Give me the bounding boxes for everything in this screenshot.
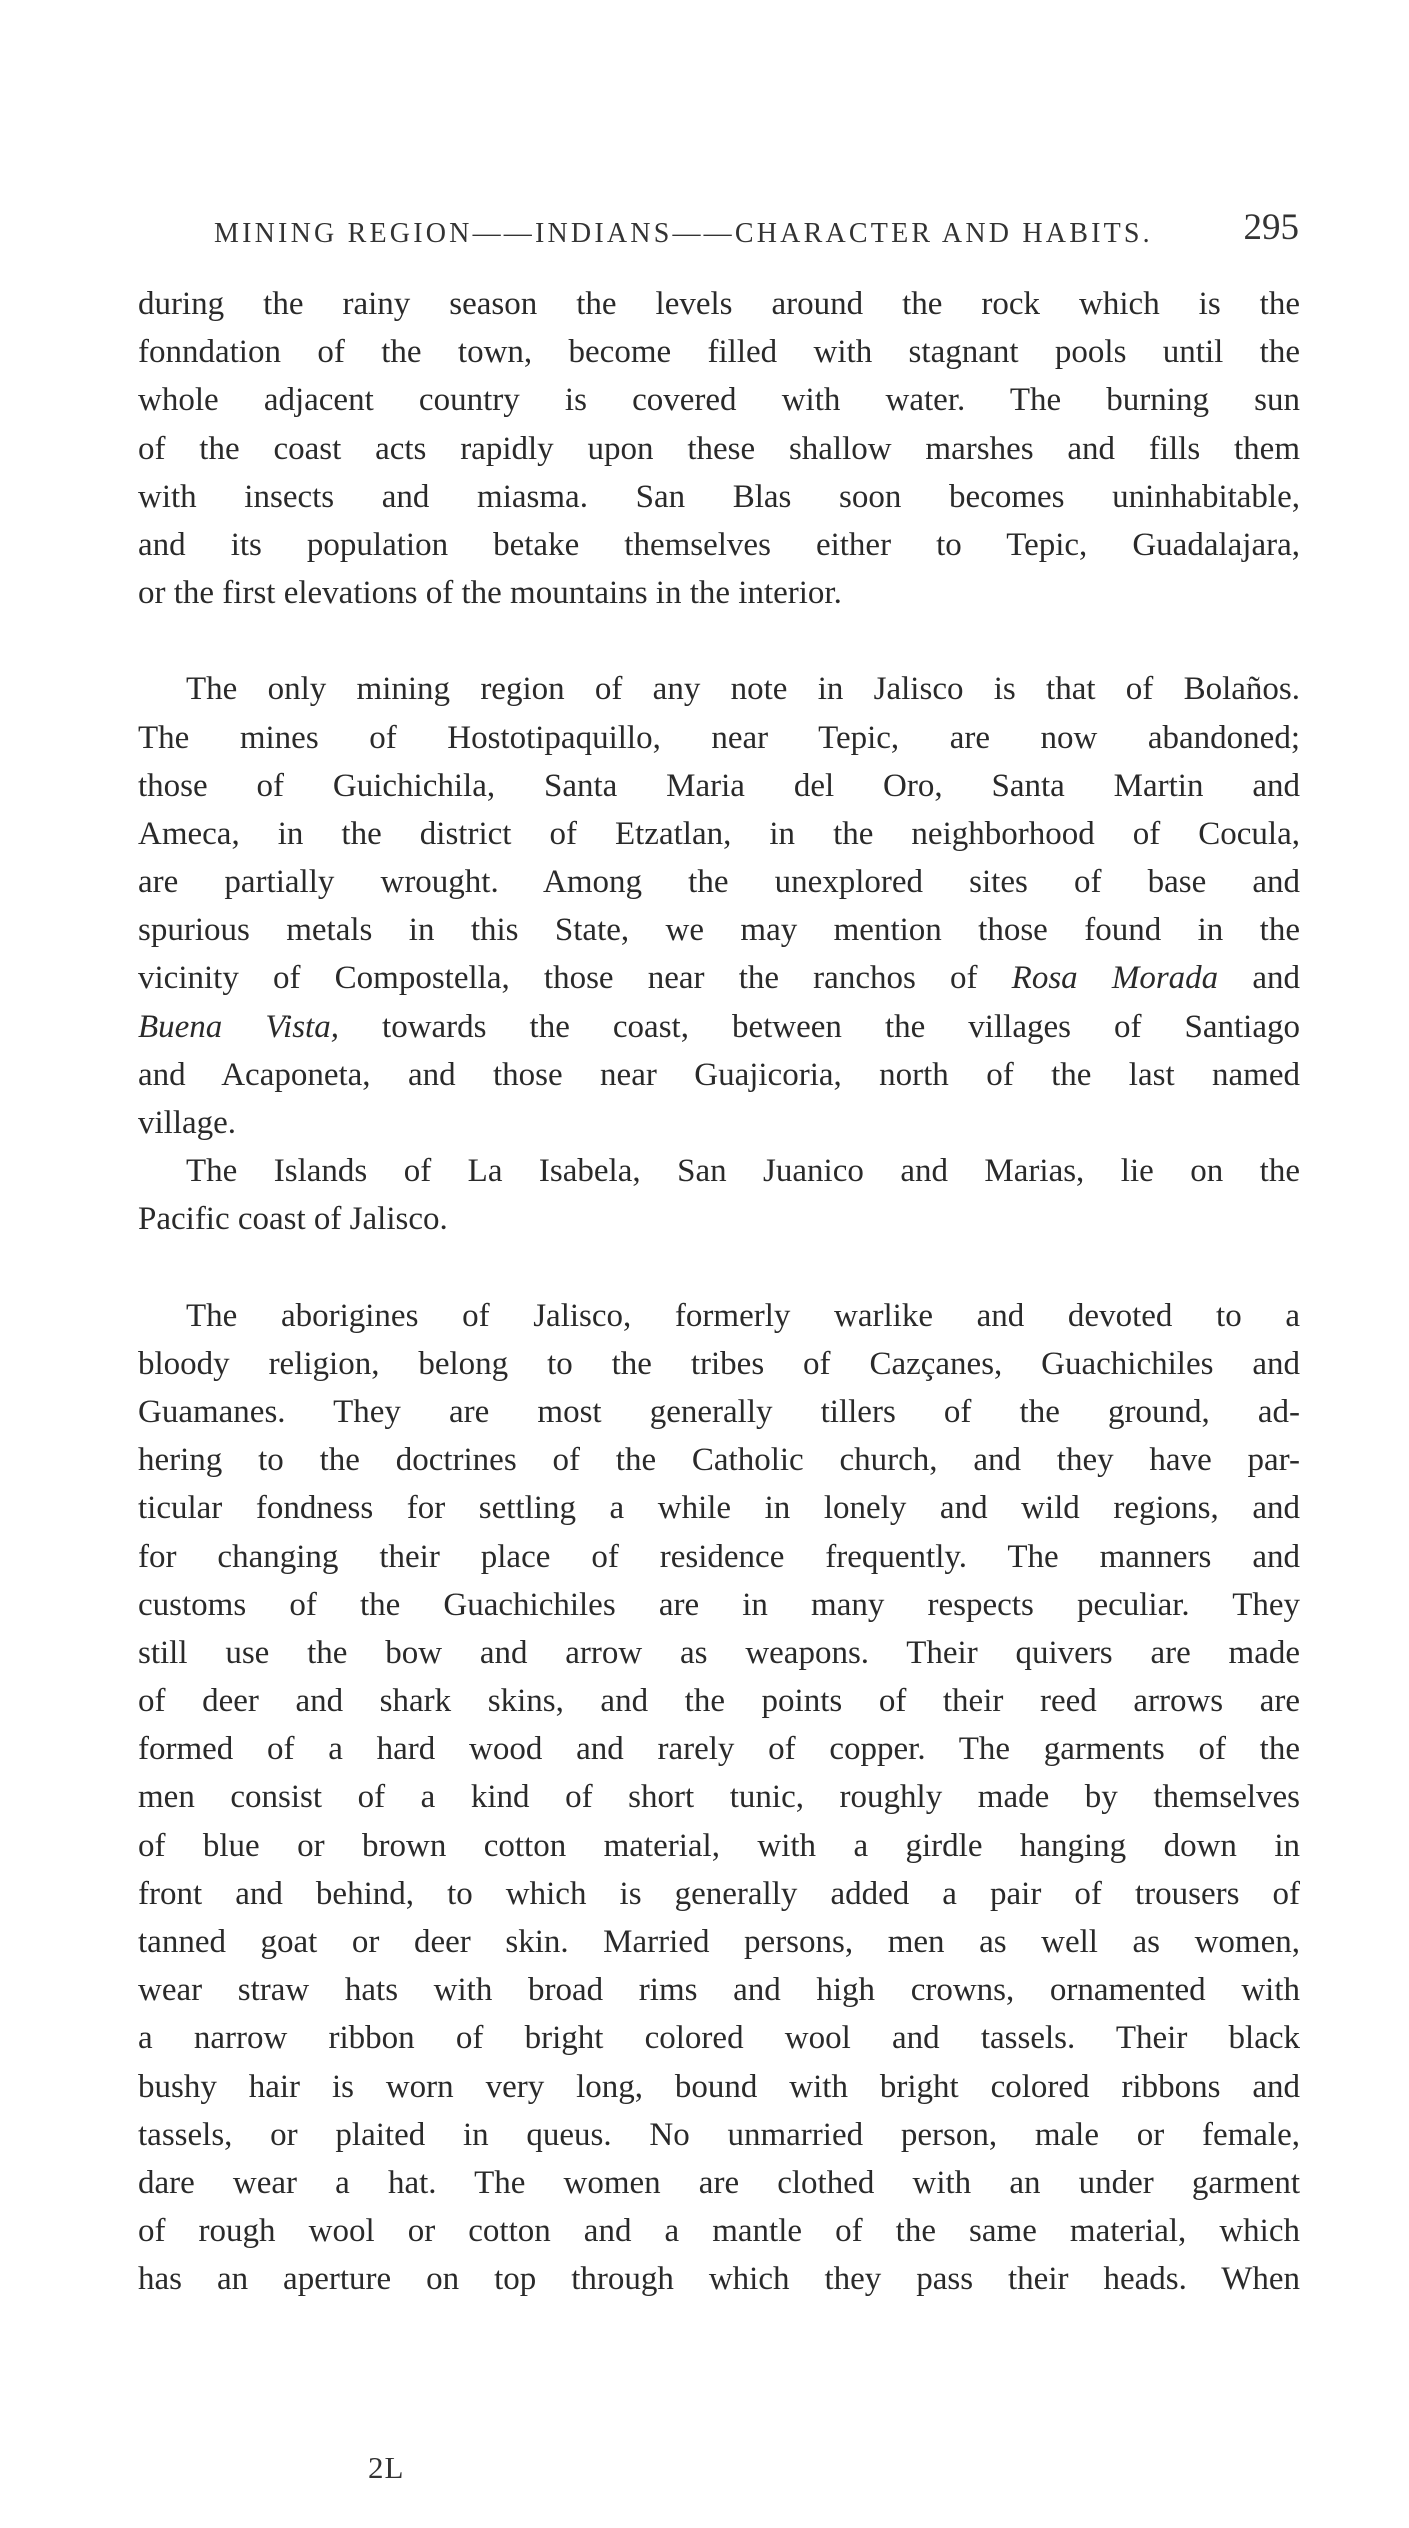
page-number: 295 [1243,207,1299,248]
text-line: ticular fondness for settling a while in lonely and wild regions, and [138,1490,1300,1527]
text-line-mixed [138,1003,1300,1051]
paragraph-4 [138,1292,1300,2304]
text-line: and its population betake themselves either to Tepic, Guadalajara, [138,526,1300,563]
text-line: Guamanes. They are most generally tillers of the ground, ad- [138,1393,1300,1430]
text-line: bloody religion, belong to the tribes of Cazçanes, Guachichiles and [138,1345,1300,1382]
paragraph-2 [138,665,1300,1147]
text-line: of deer and shark skins, and the points of their reed arrows are [138,1683,1300,1720]
text-line: bushy hair is worn very long, bound with bright colored ribbons and [138,2068,1300,2105]
text-line: tanned goat or deer skin. Married persons, men as well as women, [138,1924,1300,1960]
text-line: are partially wrought. Among the unexplored sites of base and [138,864,1300,901]
text-line: and Acaponeta, and those near Guajicoria, north of the last named [138,1056,1300,1093]
text-line: those of Guichichila, Santa Maria del Oro, Santa Martin and [138,767,1300,804]
signature-mark: 2L [368,2450,405,2485]
text-line: or the first elevations of the mountains in the interior. [138,575,842,612]
text-line: The mines of Hostotipaquillo, near Tepic, are now abandoned; [138,719,1300,756]
text-line: still use the bow and arrow as weapons. Their quivers are made [138,1634,1300,1671]
text-line: tassels, or plaited in queus. No unmarried person, male or female, [138,2116,1300,2153]
italic-place-name: Rosa Morada [1011,960,1219,997]
paragraph-gap [138,617,1300,665]
text-segment: and [1252,960,1301,997]
text-line: fonndation of the town, become filled with stagnant pools until the [138,334,1300,371]
italic-place-name: Buena Vista, [138,1008,339,1045]
text-segment: towards the coast, between the villages of Santiago [382,1008,1300,1045]
text-line: front and behind, to which is generally added a pair of trousers of [138,1875,1300,1912]
text-line: formed of a hard wood and rarely of copper. The garments of the [138,1731,1300,1768]
text-line: of blue or brown cotton material, with a girdle hanging down in [138,1827,1300,1864]
running-head-title: MINING REGION——INDIANS——CHARACTER AND HABITS. [214,218,1153,249]
paragraph-1 [138,280,1300,617]
text-line: Ameca, in the district of Etzatlan, in the neighborhood of Cocula, [138,815,1300,852]
text-line: Pacific coast of Jalisco. [138,1201,448,1238]
text-line: with insects and miasma. San Blas soon becomes uninhabitable, [138,478,1300,515]
text-line: during the rainy season the levels around the rock which is the [138,286,1300,322]
text-line: village. [138,1105,237,1141]
body-text [138,280,1300,2304]
running-head [214,206,1299,256]
text-line: of rough wool or cotton and a mantle of the same material, which [138,2213,1300,2250]
text-line: customs of the Guachichiles are in many respects peculiar. They [138,1586,1300,1623]
text-line: has an aperture on top through which they pass their heads. When [138,2261,1300,2298]
text-line: The Islands of La Isabela, San Juanico and Marias, lie on the [186,1153,1300,1190]
text-line: whole adjacent country is covered with water. The burning sun [138,382,1300,419]
text-line: wear straw hats with broad rims and high crowns, ornamented with [138,1972,1300,2009]
text-line: The only mining region of any note in Jalisco is that of Bolaños. [186,671,1300,708]
text-line: men consist of a kind of short tunic, roughly made by themselves [138,1779,1300,1816]
text-line: hering to the doctrines of the Catholic church, and they have par- [138,1442,1300,1479]
text-line: The aborigines of Jalisco, formerly warlike and devoted to a [186,1297,1300,1334]
text-line: of the coast acts rapidly upon these shallow marshes and fills them [138,430,1300,467]
text-line-mixed [138,954,1300,1002]
paragraph-3 [138,1147,1300,1243]
text-line: a narrow ribbon of bright colored wool and tassels. Their black [138,2020,1300,2057]
paragraph-gap [138,1244,1300,1292]
text-line: dare wear a hat. The women are clothed with an under garment [138,2164,1300,2201]
text-line: for changing their place of residence frequently. The manners and [138,1538,1300,1575]
text-line: spurious metals in this State, we may mention those found in the [138,912,1300,949]
text-segment: vicinity of Compostella, those near the ranchos of [138,960,978,997]
